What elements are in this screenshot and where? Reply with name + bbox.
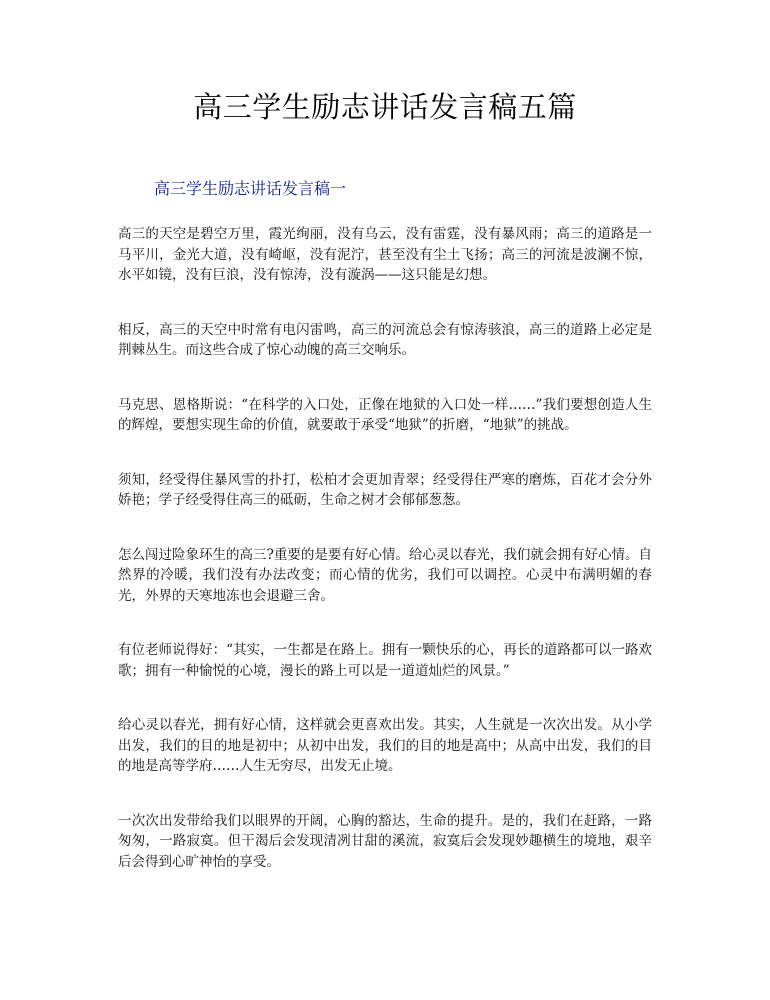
paragraph-3: 马克思、恩格斯说：“在科学的入口处，正像在地狱的入口处一样……”我们要想创造人生的辉煌，要想实现生命的价值，就要敢于承受“地狱”的折磨，“地狱”的挑战。 [118,396,652,433]
paragraph-5: 怎么闯过险象环生的高三?重要的是要有好心情。给心灵以春光，我们就会拥有好心情。自然界的冷暖，我们没有办法改变；而心情的优劣，我们可以调控。心灵中布满明媚的春光，外界的天寒地冻也会退避三舍。 [118,546,652,604]
paragraph-2: 相反，高三的天空中时常有电闪雷鸣，高三的河流总会有惊涛骇浪，高三的道路上必定是荆棘丛生。而这些合成了惊心动魄的高三交响乐。 [118,321,652,358]
section-heading: 高三学生励志讲话发言稿一 [154,179,347,198]
document-title: 高三学生励志讲话发言稿五篇 [193,90,577,124]
paragraph-8: 一次次出发带给我们以眼界的开阔，心胸的豁达，生命的提升。是的，我们在赶路，一路匆匆，一路寂寞。但干渴后会发现清冽甘甜的溪流，寂寞后会发现妙趣横生的境地，艰辛后会得到心旷神怡的享受。 [118,812,652,870]
paragraph-6: 有位老师说得好：“其实，一生都是在路上。拥有一颗快乐的心，再长的道路都可以一路欢歌；拥有一种愉悦的心境，漫长的路上可以是一道道灿烂的风景。” [118,642,652,679]
paragraph-1: 高三的天空是碧空万里，霞光绚丽，没有乌云，没有雷霆，没有暴风雨；高三的道路是一马平川，金光大道，没有崎岖，没有泥泞，甚至没有尘土飞扬；高三的河流是波澜不惊，水平如镜，没有巨浪，没有惊涛，没有漩涡——这只能是幻想。 [118,226,652,283]
paragraph-7: 给心灵以春光，拥有好心情，这样就会更喜欢出发。其实，人生就是一次次出发。从小学出发，我们的目的地是初中；从初中出发，我们的目的地是高中；从高中出发，我们的目的地是高等学府……人生无穷尽，出发无止境。 [118,717,652,774]
paragraph-4: 须知，经受得住暴风雪的扑打，松柏才会更加青翠；经受得住严寒的磨炼，百花才会分外娇艳；学子经受得住高三的砥砺，生命之树才会郁郁葱葱。 [118,471,652,508]
document-body [118,224,652,872]
